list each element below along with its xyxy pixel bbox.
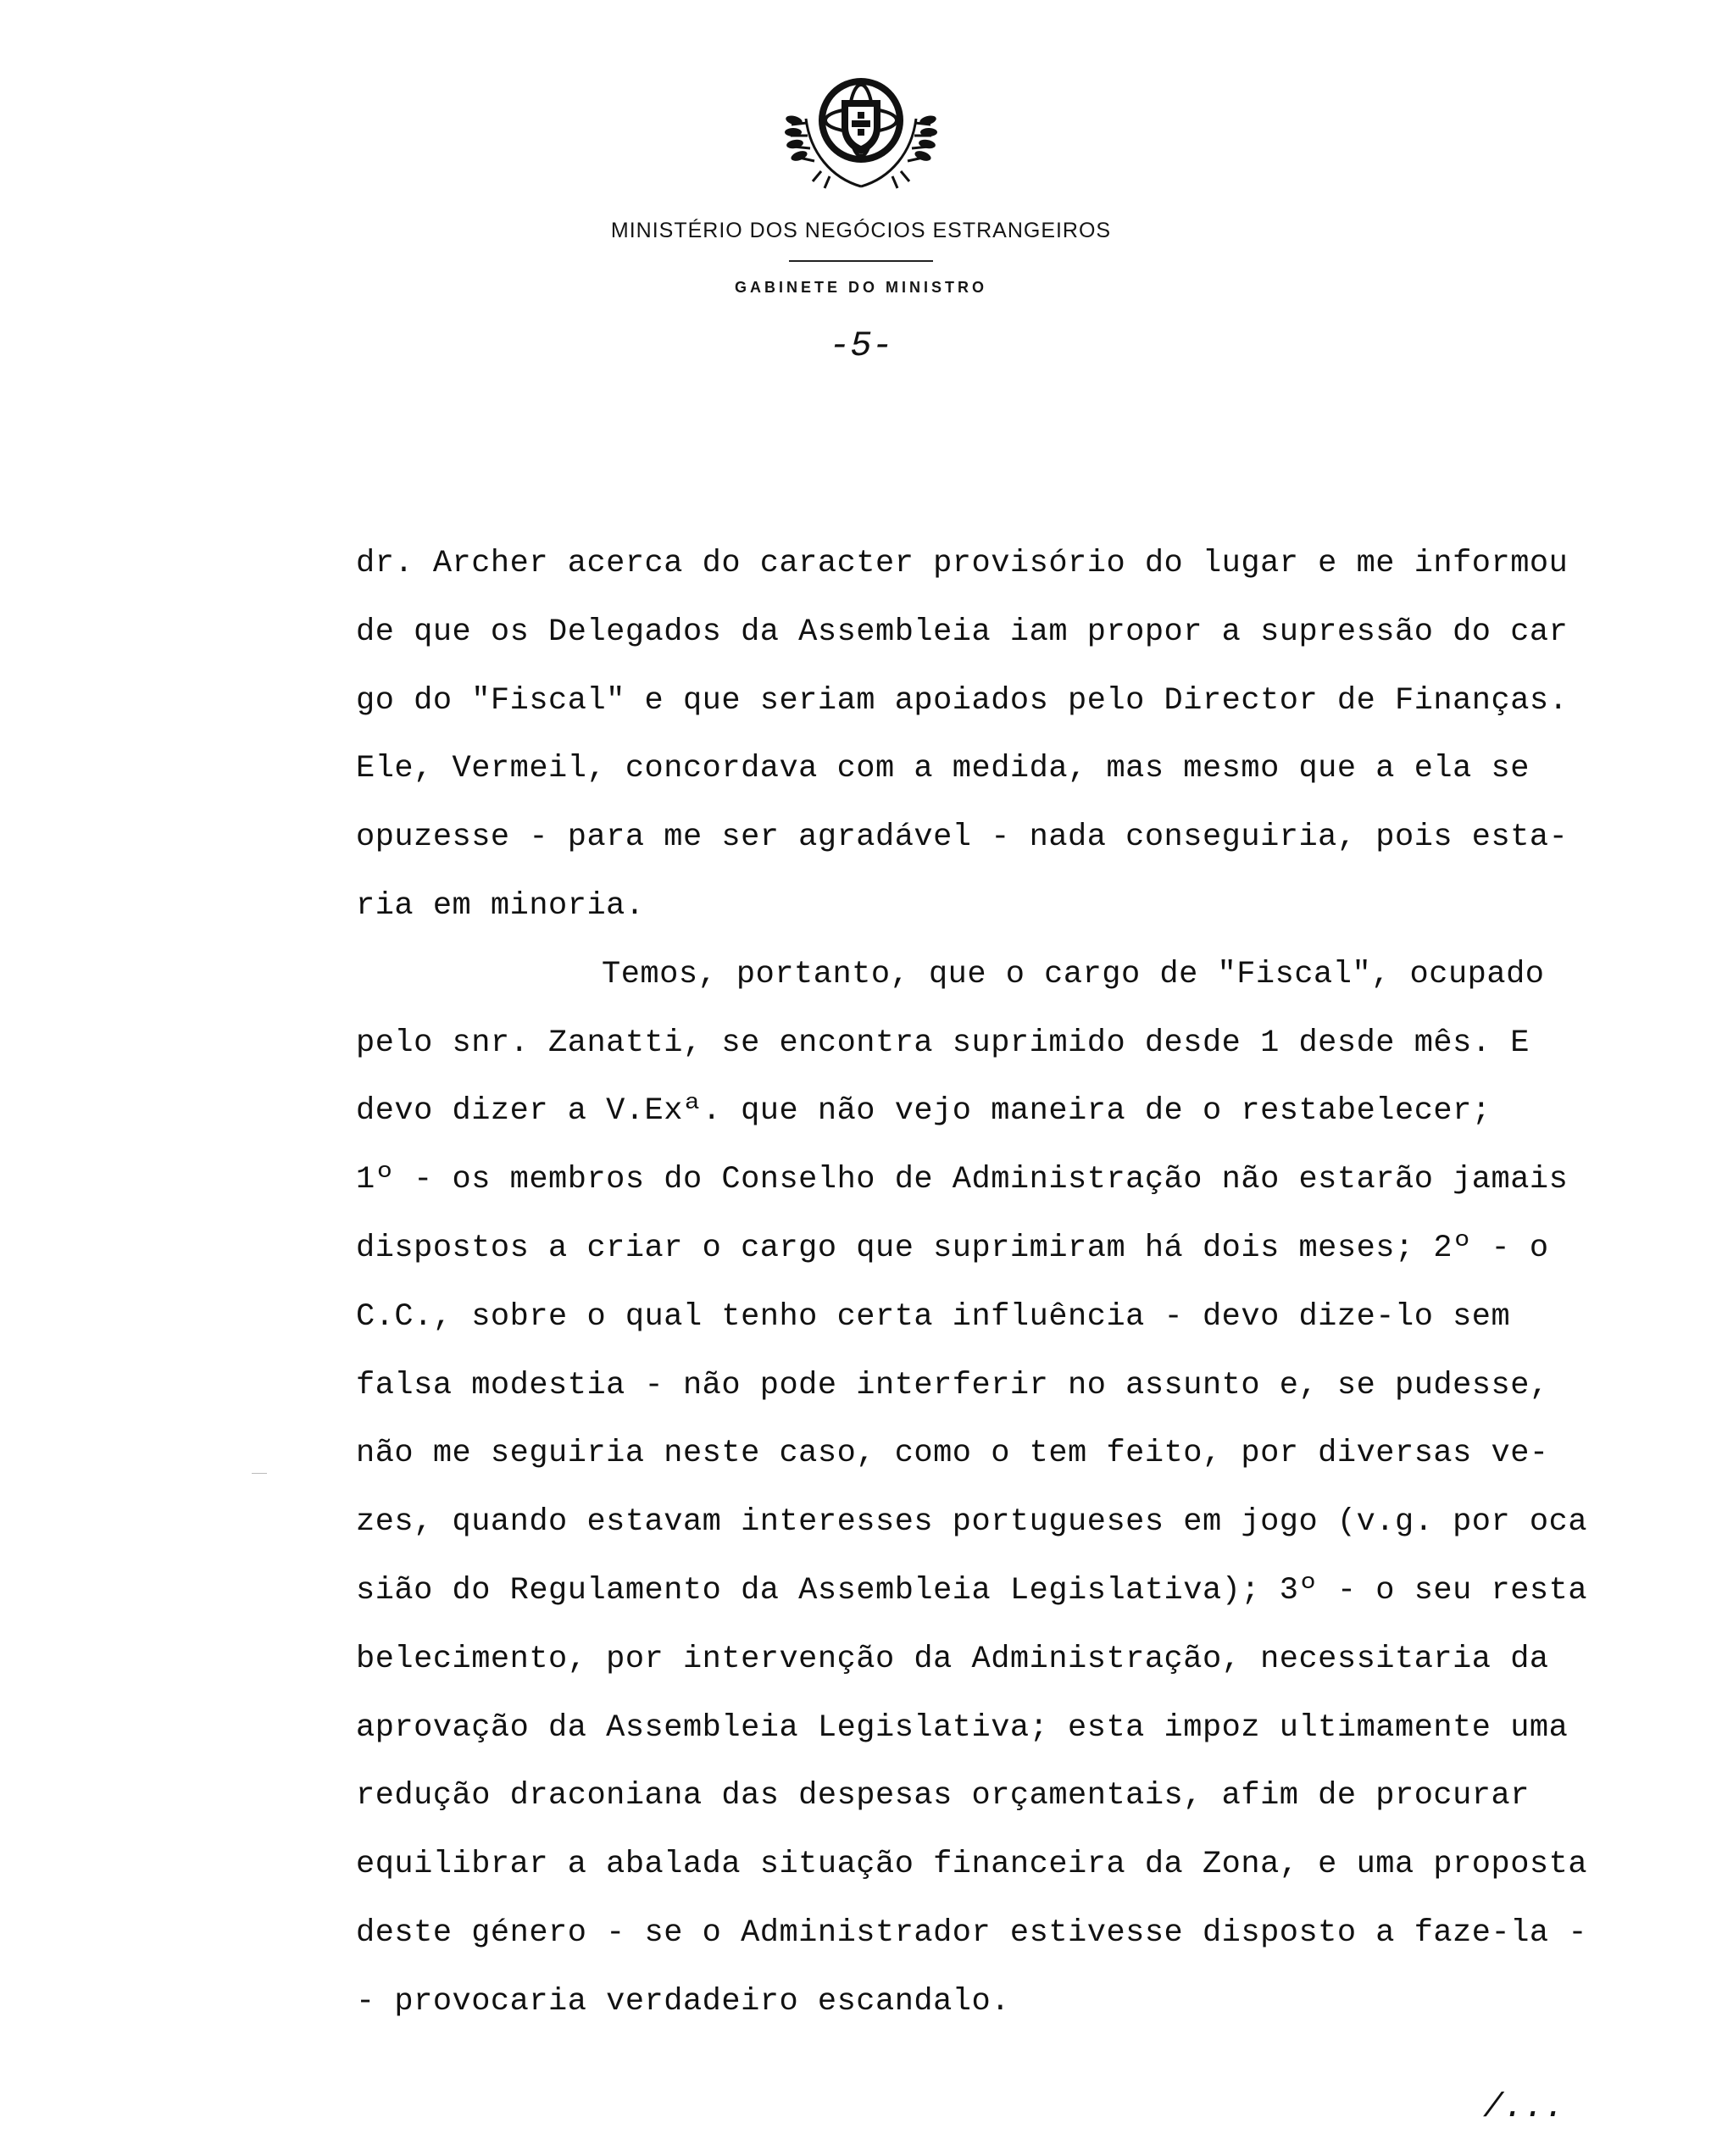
body-line: - provocaria verdadeiro escandalo. — [356, 1983, 1010, 2020]
continuation-mark: /... — [1483, 2089, 1565, 2127]
body-line: deste género - se o Administrador estivesse disposto a faze-la - — [356, 1914, 1588, 1951]
body-line: dr. Archer acerca do caracter provisório do lugar e me informou — [356, 546, 1569, 581]
portuguese-coat-of-arms-icon — [780, 68, 942, 195]
body-line: equilibrar a abalada situação financeira da Zona, e uma proposta — [356, 1847, 1588, 1883]
body-line: belecimento, por intervenção da Administração, necessitaria da — [356, 1641, 1549, 1677]
body-line: C.C., sobre o qual tenho certa influência - devo dize-lo sem — [356, 1298, 1511, 1335]
body-line: de que os Delegados da Assembleia iam propor a supressão do car — [356, 614, 1569, 650]
body-line: pelo snr. Zanatti, se encontra suprimido desde 1 desde mês. E — [356, 1025, 1530, 1061]
body-line: 1º - os membros do Conselho de Administração não estarão jamais — [356, 1162, 1569, 1198]
body-line: zes, quando estavam interesses portugueses em jogo (v.g. por oca — [356, 1504, 1588, 1541]
body-line: dispostos a criar o cargo que suprimiram há dois meses; 2º - o — [356, 1230, 1549, 1266]
body-line: redução draconiana das despesas orçamentais, afim de procurar — [356, 1778, 1530, 1814]
ministry-name: MINISTÉRIO DOS NEGÓCIOS ESTRANGEIROS — [610, 219, 1112, 242]
letter-body — [356, 530, 1678, 2037]
body-line: sião do Regulamento da Assembleia Legislativa); 3º - o seu resta — [356, 1572, 1588, 1609]
page-number: -5- — [829, 325, 893, 366]
body-line: não me seguiria neste caso, como o tem feito, por diversas ve- — [356, 1436, 1549, 1472]
body-line: falsa modestia - não pode interferir no assunto e, se pudesse, — [356, 1367, 1549, 1403]
body-line: devo dizer a V.Exª. que não vejo maneira de o restabelecer; — [356, 1093, 1491, 1130]
letterhead-divider — [789, 260, 933, 262]
body-line: Temos, portanto, que o cargo de "Fiscal", ocupado — [602, 956, 1545, 992]
body-line: go do "Fiscal" e que seriam apoiados pelo Director de Finanças. — [356, 682, 1569, 719]
margin-mark — [252, 1473, 267, 1474]
body-line: aprovação da Assembleia Legislativa; esta impoz ultimamente uma — [356, 1709, 1569, 1746]
cabinet-name: GABINETE DO MINISTRO — [734, 279, 987, 296]
body-line: Ele, Vermeil, concordava com a medida, mas mesmo que a ela se — [356, 751, 1530, 787]
body-line: ria em minoria. — [356, 887, 645, 924]
body-line: opuzesse - para me ser agradável - nada conseguiria, pois esta- — [356, 820, 1569, 856]
letterhead — [0, 68, 1722, 366]
